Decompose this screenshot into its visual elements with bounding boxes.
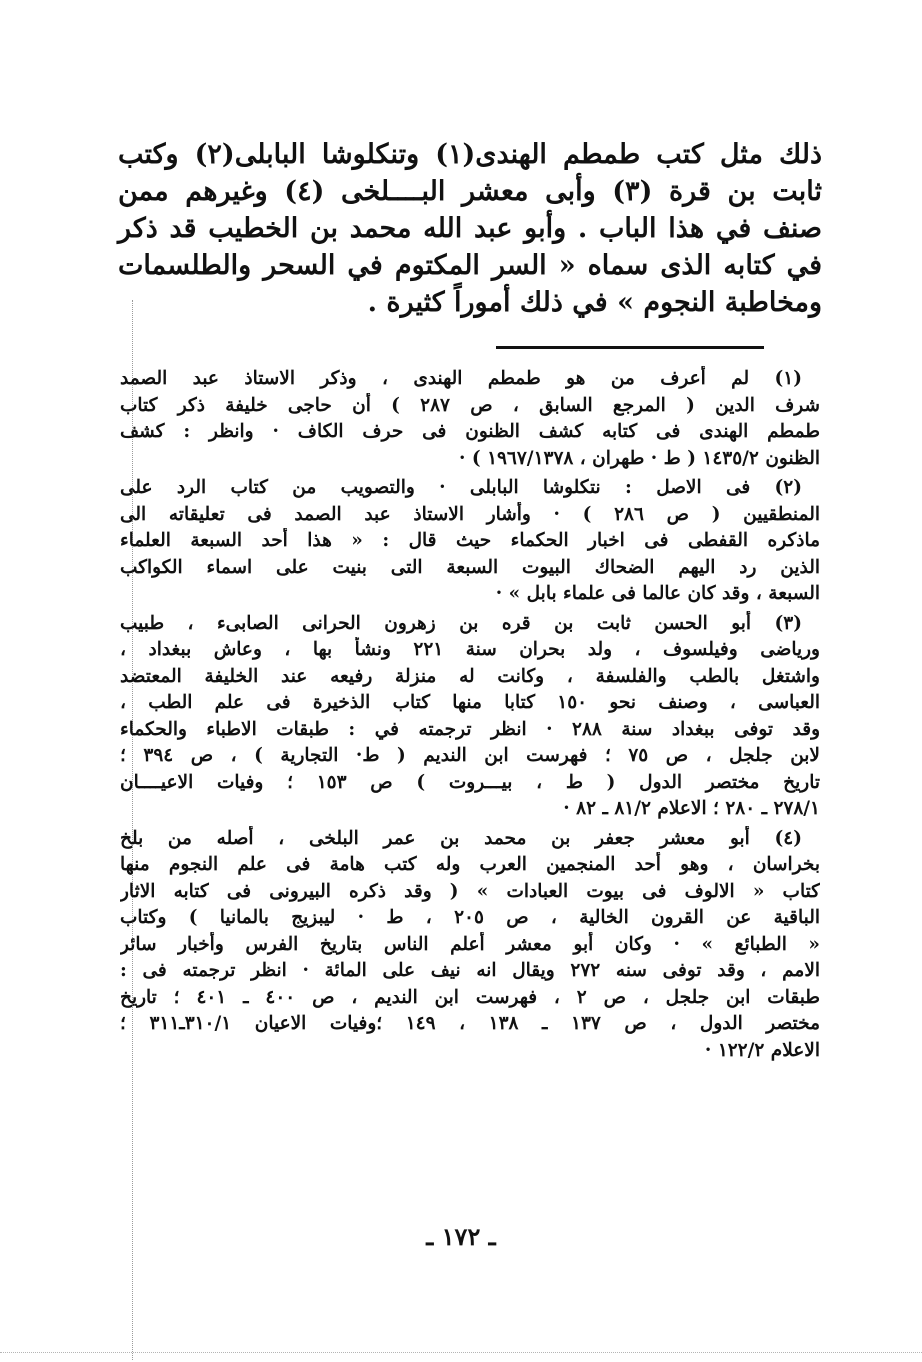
footnote-line: المنطقيين ( ص ٢٨٦ ) · وأشار الاستاذ عبد الصمد فى تعليقاته الى [120, 503, 820, 525]
main-line: صنف في هذا الباب . وأبو عبد الله محمد بن الخطيب قد ذكر [118, 213, 822, 244]
main-line: في كتابه الذى سماه « السر المكتوم في السحر والطلسمات [118, 250, 822, 281]
footnote-line: الاعلام ١٢٢/٢ · [704, 1039, 820, 1061]
footnote-line: كتاب « الالوف فى بيوت العبادات » ( وقد ذكره البيرونى فى كتابه الاثار [120, 880, 820, 902]
main-paragraph [118, 136, 822, 321]
footnote-line: لابن جلجل ، ص ٧٥ ؛ فهرست ابن النديم ( ط· التجارية ) ، ص ٣٩٤ ؛ [120, 745, 820, 766]
main-line: ثابت بن قرة (٣) وأبى معشر البــــلخى (٤) وغيرهم ممن [118, 176, 822, 207]
footnote-line: (٤) أبو معشر جعفر بن محمد بن عمر البلخى ، أصله من بلخ [120, 827, 802, 849]
footnote-line: شرف الدين ( المرجع السابق ، ص ٢٨٧ ) أن حاجى خليفة ذكر كتاب [120, 394, 820, 416]
footnotes [120, 366, 820, 1067]
footnote-line: الامم ، وقد توفى سنه ٢٧٢ ويقال انه نيف على المائة · انظر ترجمته فى : [120, 960, 820, 981]
footnote-line: مختصر الدول ، ص ١٣٧ ـ ١٣٨ ، ١٤٩ ؛وفيات الاعيان ٣١٠/١ـ٣١١ ؛ [120, 1013, 820, 1034]
footnote-line: واشتغل بالطب والفلسفة ، وكانت له منزلة رفيعه عند الخليفة المعتضد [120, 665, 820, 687]
footnote-2 [120, 475, 820, 608]
footnote-line: وقد توفى ببغداد سنة ٢٨٨ · انظر ترجمته في : طبقات الاطباء والحكماء [120, 718, 820, 740]
footnote-line: (٣) أبو الحسن ثابت بن قره بن زهرون الحرانى الصابىء ، طبيب [120, 612, 802, 634]
footnote-line: « الطبائع » · وكان أبو معشر أعلم الناس بتاريخ الفرس وأخبار سائر [120, 933, 820, 955]
footnote-line: ورياضى وفيلسوف ، ولد بحران سنة ٢٢١ ونشأ بها ، وعاش ببغداد ، [120, 639, 820, 660]
footnote-4 [120, 826, 820, 1065]
footnote-line: الذين رد اليهم الضحاك البيوت السبعة التى بنيت على اسماء الكواكب [120, 556, 820, 578]
main-line: ذلك مثل كتب طمطم الهندى(١) وتنكلوشا البابلى(٢) وكتب [118, 139, 822, 170]
footnote-line: طمطم الهندى فى كتابه كشف الظنون فى حرف الكاف · وانظر : كشف [120, 421, 820, 442]
footnote-line: ماذكره القفطى فى اخبار الحكماء حيث قال : « هذا أحد السبعة العلماء [120, 530, 820, 551]
page-number: ـ ١٧٢ ـ [426, 1222, 496, 1251]
footnote-line: السبعة ، وقد كان عالما فى علماء بابل » · [495, 583, 820, 604]
footnote-line: بخراسان ، وهو أحد المنجمين العرب وله كتب هامة فى علم النجوم منها [120, 854, 820, 875]
footnote-line: الظنون ١٤٣٥/٢ ( ط · طهران ، ١٩٦٧/١٣٧٨ ) · [458, 447, 820, 469]
footnote-line: الباقية عن القرون الخالية ، ص ٢٠٥ ، ط · ليبزيج بالمانيا ) وكتاب [120, 907, 820, 928]
scan-bottom-dotted-line [0, 1352, 922, 1353]
footnote-line: طبقات ابن جلجل ، ص ٢ ، فهرست ابن النديم ، ص ٤٠٠ ـ ٤٠١ ؛ تاريخ [120, 986, 820, 1008]
footnote-3 [120, 611, 820, 823]
main-line: ومخاطبة النجوم » في ذلك أموراً كثيرة . [367, 287, 822, 318]
footnote-1 [120, 366, 820, 472]
footnote-line: ٢٧٨/١ ـ ٢٨٠ ؛ الاعلام ٨١/٢ ـ ٨٢ · [563, 798, 820, 819]
footnote-line: العباسى ، وصنف نحو ١٥٠ كتابا منها كتاب الذخيرة فى علم الطب ، [120, 692, 820, 713]
footnote-line: (٢) فى الاصل : نتكلوشا البابلى · والتصويب من كتاب الرد على [120, 477, 802, 498]
footnote-line: (١) لم أعرف من هو طمطم الهندى ، وذكر الاستاذ عبد الصمد [120, 368, 802, 389]
footnote-line: تاريخ مختصر الدول ( ط ، بيـــروت ) ص ١٥٣ ؛ وفيات الاعيــــان [120, 771, 820, 793]
footnote-separator-rule [496, 346, 764, 349]
